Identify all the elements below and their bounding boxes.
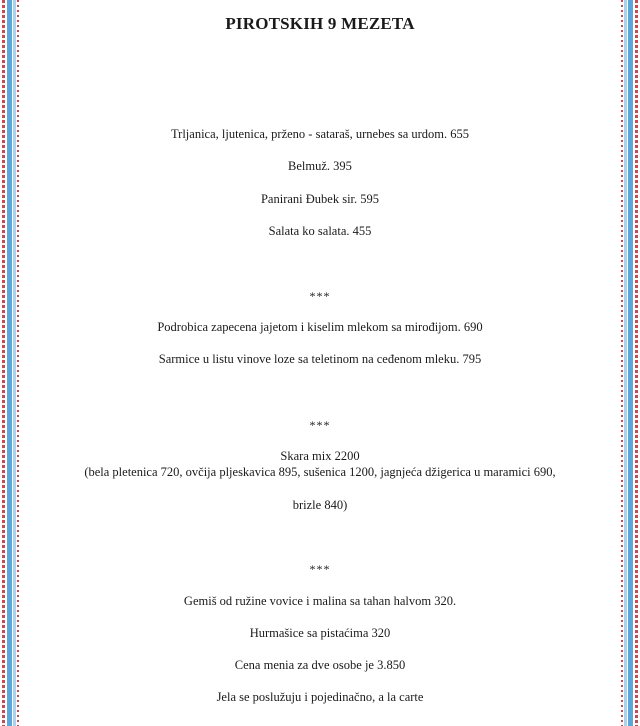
menu-serving-note: Jela se poslužuju i pojedinačno, a la carte: [216, 690, 424, 704]
right-border-blue-stripe: [628, 0, 633, 726]
menu-item: (bela pletenica 720, ovčija pljeskavica 895, sušenica 1200, jagnjeća džigerica u maramici 690,: [84, 465, 556, 479]
menu-item: Podrobica zapecena jajetom i kiselim mlekom sa mirođijom. 690: [157, 320, 483, 334]
menu-item: Trljanica, ljutenica, prženo - sataraš, urnebes sa urdom. 655: [170, 127, 470, 141]
right-border-inner-red-stripe: [621, 0, 623, 726]
menu-item: Sarmice u listu vinove loze sa teletinom na ceđenom mleku. 795: [158, 352, 482, 366]
menu-item: Belmuž. 395: [288, 159, 352, 173]
menu-item: Salata ko salata. 455: [268, 224, 372, 238]
right-border-red-stripe: [635, 0, 638, 726]
left-border-lightblue-stripe: [13, 0, 16, 726]
left-border-blue-stripe: [7, 0, 12, 726]
menu-price-note: Cena menia za dve osobe je 3.850: [234, 658, 406, 672]
left-decorative-border: [0, 0, 20, 726]
menu-item: brizle 840): [292, 498, 348, 512]
menu-item: Gemiš od ružine vovice i malina sa tahan halvom 320.: [183, 594, 457, 608]
menu-item: Hurmašice sa pistaćima 320: [249, 626, 391, 640]
section-separator: ***: [309, 562, 331, 576]
left-border-red-stripe: [2, 0, 5, 726]
menu-page: [22, 0, 618, 726]
right-border-lightblue-stripe: [624, 0, 627, 726]
left-border-inner-red-stripe: [17, 0, 19, 726]
menu-item: Panirani Đubek sir. 595: [260, 192, 380, 206]
menu-item: Skara mix 2200: [280, 449, 360, 463]
section-separator: ***: [309, 418, 331, 432]
right-decorative-border: [620, 0, 640, 726]
menu-title: PIROTSKIH 9 MEZETA: [225, 14, 415, 33]
section-separator: ***: [309, 289, 331, 303]
